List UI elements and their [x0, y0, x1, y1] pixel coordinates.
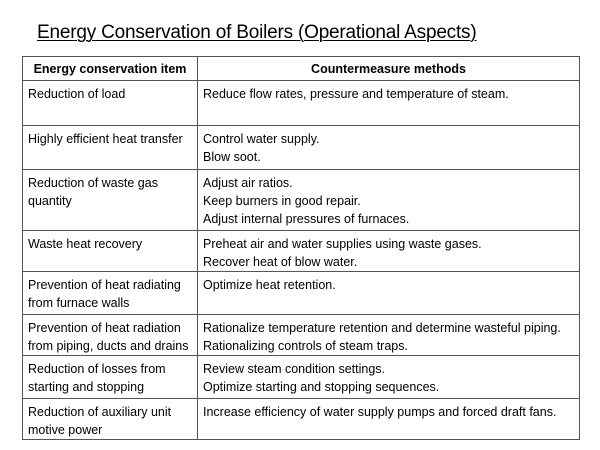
methods-cell: [198, 272, 580, 315]
method-text: Rationalizing controls of steam traps.: [203, 339, 408, 353]
method-text: Optimize starting and stopping sequences.: [203, 380, 440, 394]
methods-cell: [198, 315, 580, 356]
table-row: [23, 399, 580, 440]
method-text: Blow soot.: [203, 150, 261, 164]
method-text: Reduce flow rates, pressure and temperature of steam.: [203, 87, 509, 101]
item-cell: [23, 170, 198, 231]
item-text: Waste heat recovery: [28, 237, 143, 251]
methods-cell: [198, 81, 580, 126]
column-header-item: Energy conservation item: [23, 57, 198, 81]
table-row: [23, 315, 580, 356]
item-cell: [23, 81, 198, 126]
item-cell: [23, 315, 198, 356]
column-header-methods: Countermeasure methods: [198, 57, 580, 81]
energy-conservation-table: [22, 56, 580, 440]
method-text: Optimize heat retention.: [203, 278, 336, 292]
methods-cell: [198, 399, 580, 440]
item-cell: [23, 126, 198, 170]
item-text: quantity: [28, 194, 72, 208]
method-text: Increase efficiency of water supply pumps and forced draft fans.: [203, 405, 557, 419]
table-row: [23, 81, 580, 126]
method-text: Recover heat of blow water.: [203, 255, 358, 269]
table-row: [23, 272, 580, 315]
item-text: Highly efficient heat transfer: [28, 132, 183, 146]
method-text: Adjust air ratios.: [203, 176, 293, 190]
item-cell: [23, 231, 198, 272]
table-row: [23, 356, 580, 399]
method-text: Control water supply.: [203, 132, 320, 146]
item-text: motive power: [28, 423, 103, 437]
method-text: Adjust internal pressures of furnaces.: [203, 212, 410, 226]
item-text: from furnace walls: [28, 296, 130, 310]
method-text: Keep burners in good repair.: [203, 194, 361, 208]
item-text: from piping, ducts and drains: [28, 339, 189, 353]
item-cell: [23, 399, 198, 440]
table-row: [23, 126, 580, 170]
item-text: Reduction of load: [28, 87, 126, 101]
item-text: Reduction of losses from: [28, 362, 166, 376]
item-text: Prevention of heat radiation: [28, 321, 181, 335]
item-text: starting and stopping: [28, 380, 145, 394]
method-text: Rationalize temperature retention and determine wasteful piping.: [203, 321, 561, 335]
item-cell: [23, 272, 198, 315]
item-cell: [23, 356, 198, 399]
methods-cell: [198, 356, 580, 399]
methods-cell: [198, 170, 580, 231]
table-header-row: [23, 57, 580, 81]
item-text: Reduction of waste gas: [28, 176, 158, 190]
item-text: Prevention of heat radiating: [28, 278, 181, 292]
methods-cell: [198, 126, 580, 170]
table-row: [23, 231, 580, 272]
page-title: Energy Conservation of Boilers (Operational Aspects): [37, 22, 477, 43]
method-text: Preheat air and water supplies using waste gases.: [203, 237, 482, 251]
table-row: [23, 170, 580, 231]
methods-cell: [198, 231, 580, 272]
method-text: Review steam condition settings.: [203, 362, 386, 376]
item-text: Reduction of auxiliary unit: [28, 405, 172, 419]
